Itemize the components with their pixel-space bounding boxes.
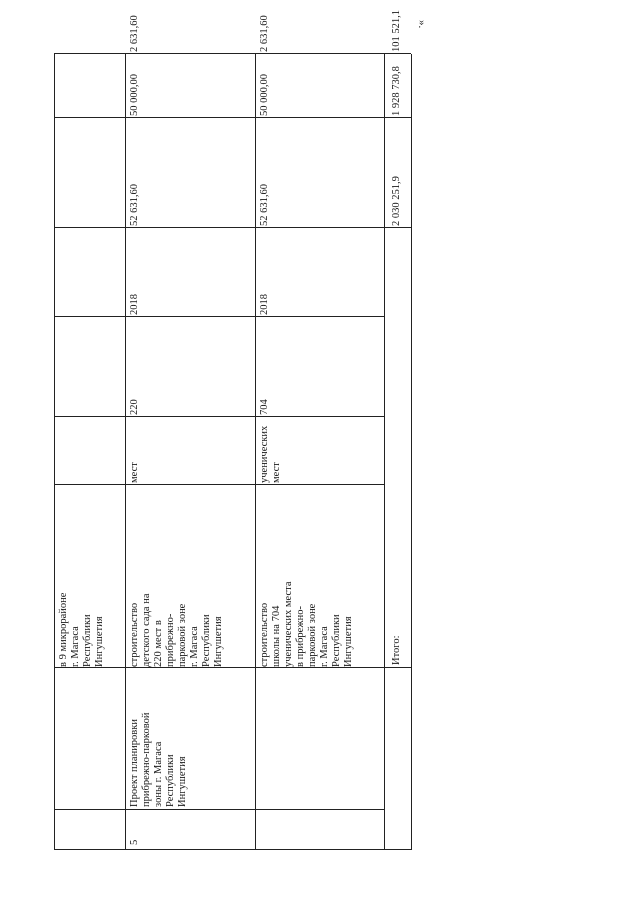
- totals-label: Итого:: [391, 635, 402, 665]
- col-separator-1: [54, 809, 384, 810]
- col-separator-5: [54, 316, 384, 317]
- row2-unit: мест: [129, 462, 140, 483]
- col-separator-3: [54, 484, 384, 485]
- table-border-right: [54, 53, 411, 54]
- totals-col8: 1 928 730,8: [391, 66, 402, 116]
- row2-number: 5: [129, 839, 140, 845]
- row2-capacity: 220: [129, 399, 140, 415]
- col-separator-2: [54, 667, 411, 668]
- col-separator-7: [54, 117, 411, 118]
- table-border-top: [54, 54, 55, 850]
- row2-object: строительство детского сада на 220 мест в прибрежно- парковой зоне г. Магаса Республики Ингушетия: [129, 593, 224, 667]
- totals-total: 2 030 251,9: [391, 176, 402, 226]
- row-separator-2: [255, 54, 256, 850]
- row2-total: 52 631,60: [129, 184, 140, 226]
- col-separator-6: [54, 227, 411, 228]
- row3-object: строительство школы на 704 ученических места в прибрежно- парковой зоне г. Магаса Республики Ингушетия: [259, 581, 354, 667]
- row2-project: Проект планировки прибрежно-парковой зоны г. Магаса Республики Ингушетия: [129, 712, 188, 807]
- row3-unit: ученических мест: [259, 425, 282, 483]
- row3-year: 2018: [259, 294, 270, 315]
- row1-object: в 9 микрорайоне г. Магаса Республики Ингушетия: [58, 592, 105, 667]
- row3-col9: 2 631,60: [259, 15, 270, 52]
- row2-col9: 2 631,60: [129, 15, 140, 52]
- row3-capacity: 704: [259, 399, 270, 415]
- closing-quote-mark: ».: [416, 20, 428, 29]
- row-separator-1: [125, 54, 126, 850]
- row3-col8: 50 000,00: [259, 74, 270, 116]
- col-separator-4: [54, 416, 384, 417]
- table-border-bottom: [411, 54, 412, 850]
- row-separator-3: [384, 54, 385, 850]
- table-border-left: [54, 849, 411, 850]
- row2-year: 2018: [129, 294, 140, 315]
- row2-col8: 50 000,00: [129, 74, 140, 116]
- row3-total: 52 631,60: [259, 184, 270, 226]
- totals-col9: 101 521,1: [391, 10, 402, 52]
